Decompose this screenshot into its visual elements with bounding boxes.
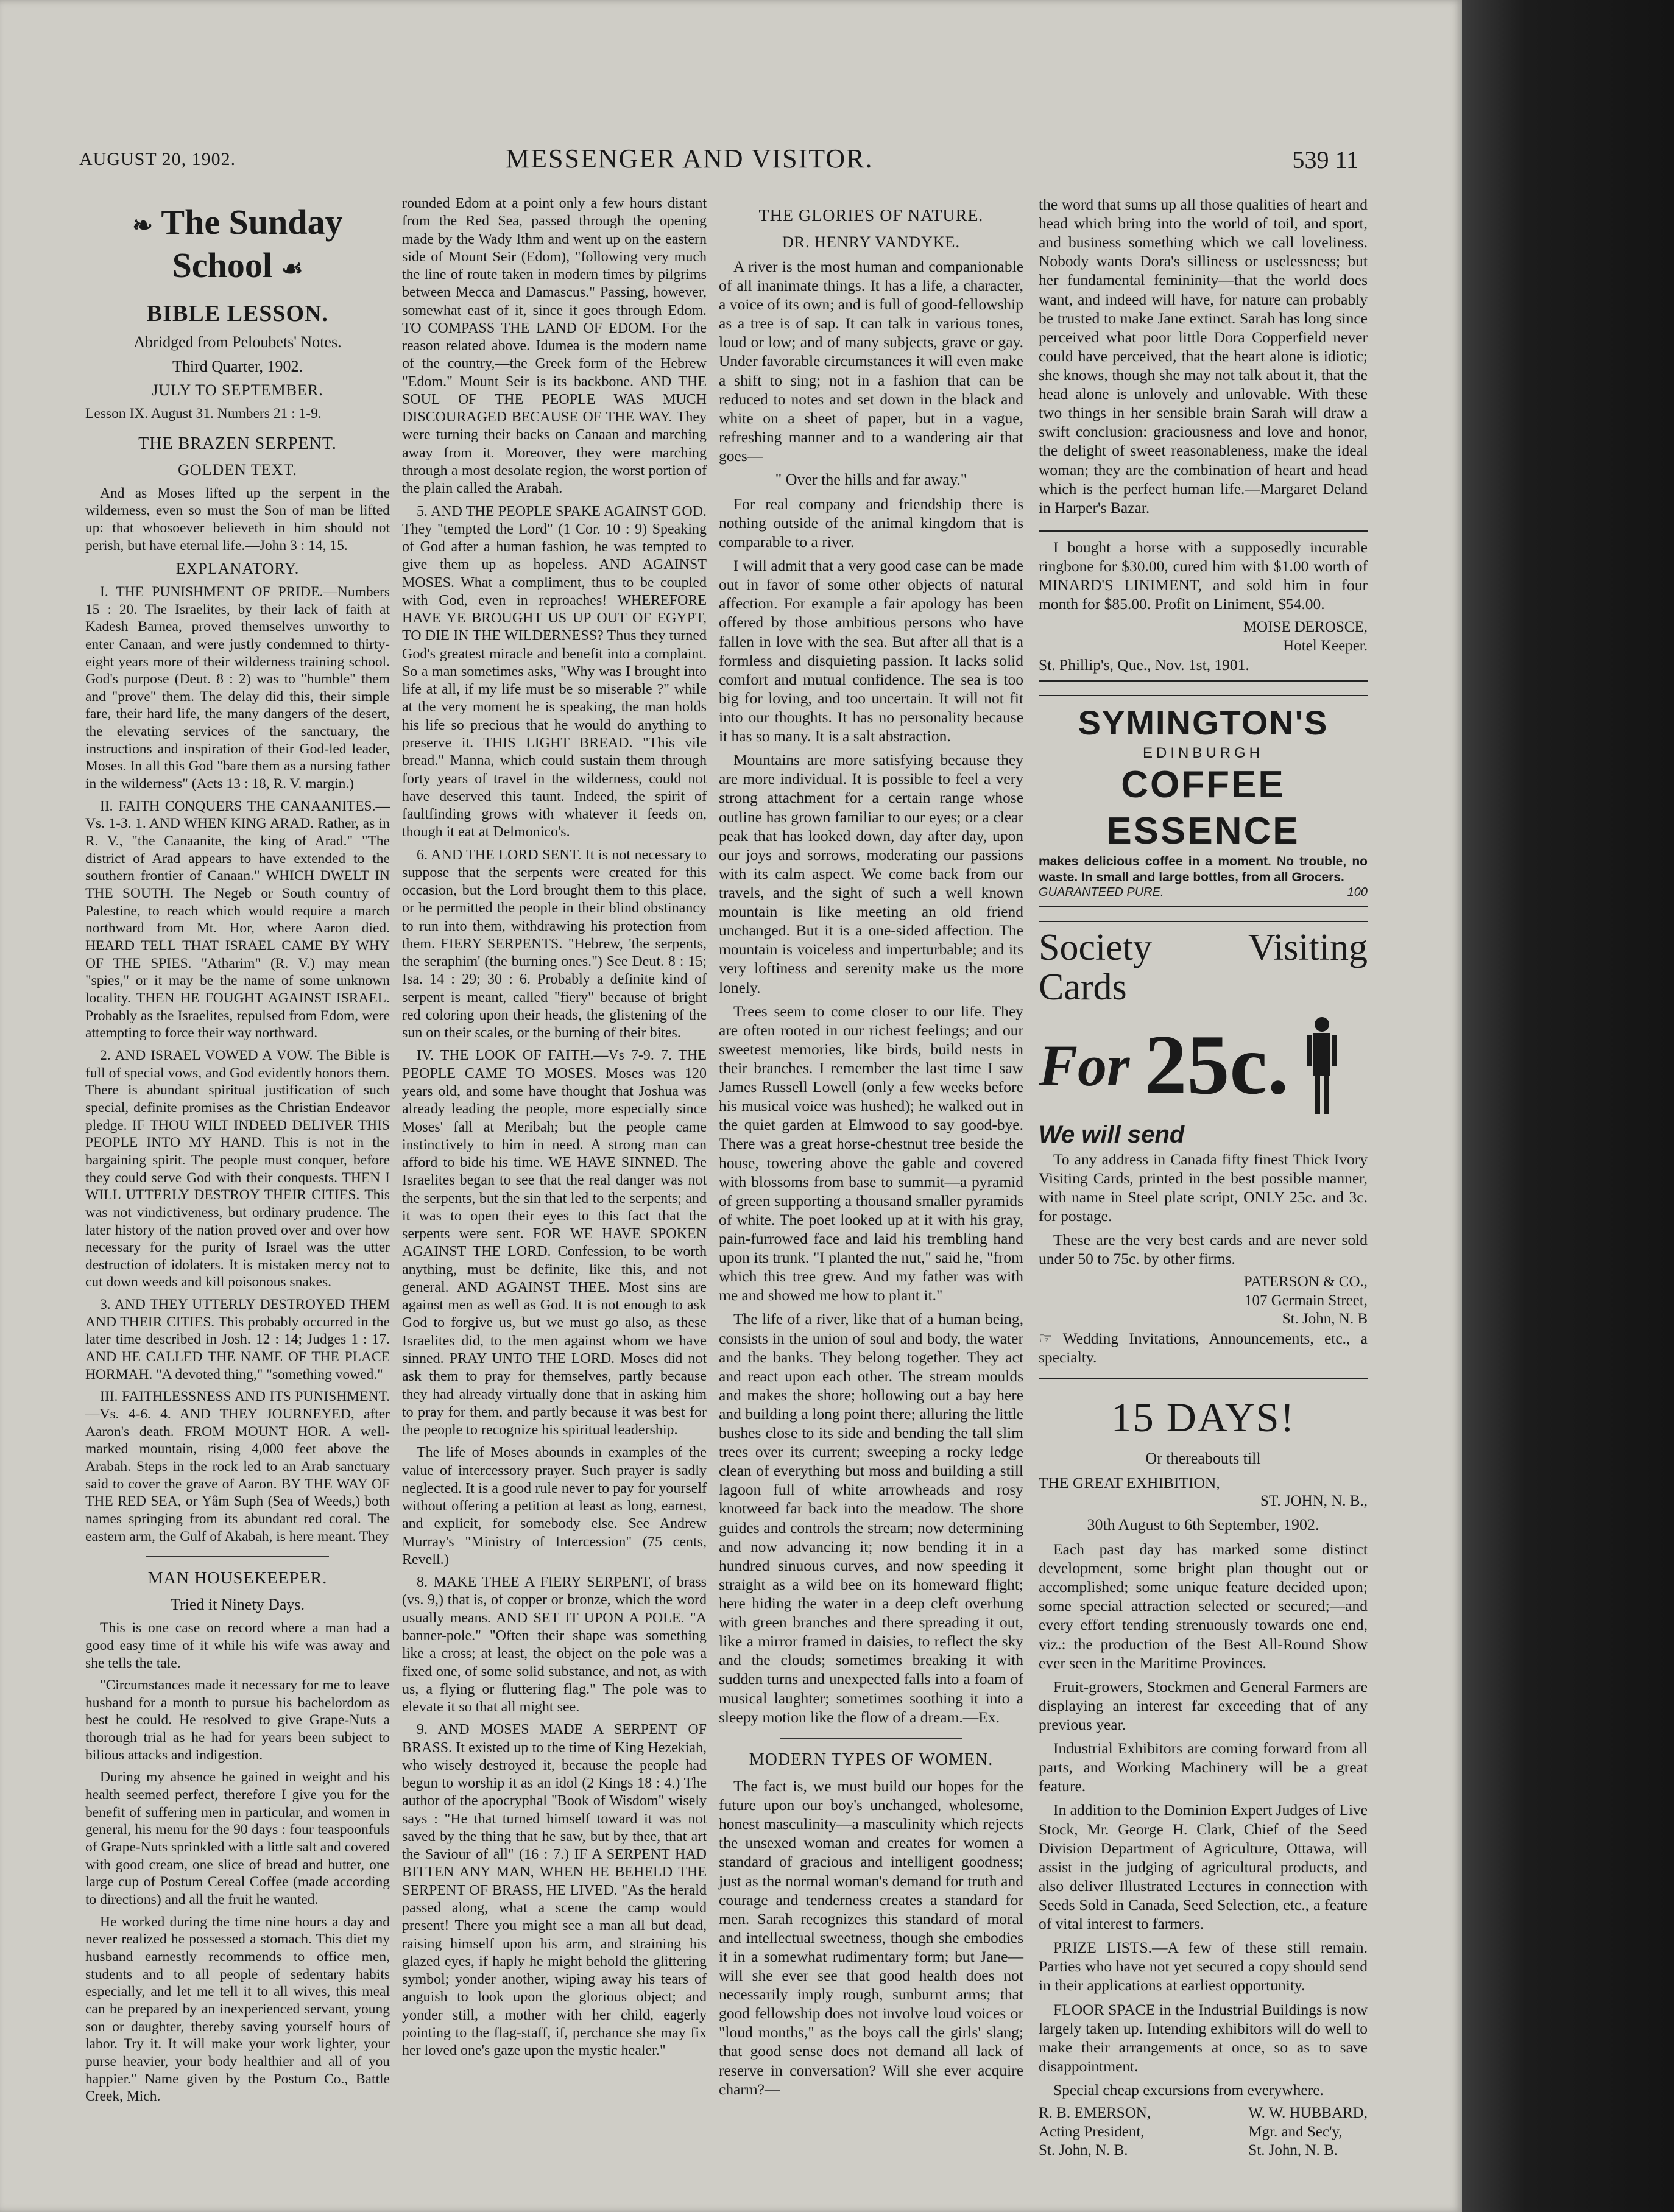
paragraph: 5. AND THE PEOPLE SPAKE AGAINST GOD. They "tempted the Lord" (1 Cor. 10 : 9) Speaking of God after a human fashion, he was tempted to give them up as hopeless. AND AGAINST MOSES. What a compliment, thus to be coupled with God, even in reproaches! WHEREFORE HAVE YE BROUGHT US UP OUT OF EGYPT, TO DIE IN THE WILDERNESS? Thus they turned God's greatest miracle and benefit into a complaint. So a man sometimes asks, "Why was I brought into life at all, if my life must be so miserable ?" while at the very moment he is speaking, the man holds his life so precious that he would do anything to preserve it. THIS LIGHT BREAD. "This vile bread." Manna, which could sustain them through forty years of travel in the wilderness, could not have deserved this taunt. Indeed, the spirit of faultfinding grows with whatever it feeds on, though it eat at Delmonico's.	[402, 503, 707, 840]
section-title-text: The Sunday School	[161, 202, 343, 285]
column-3	[719, 195, 1023, 2104]
wedding-text: Wedding Invitations, Announcements, etc., a specialty.	[1039, 1329, 1368, 1366]
ad-heading: Society Visiting Cards	[1039, 926, 1368, 1008]
explanatory-label: EXPLANATORY.	[175, 560, 300, 578]
column-4	[1039, 195, 1368, 2160]
leaf-ornament-icon: ☙	[281, 255, 303, 283]
signature-left	[1039, 2104, 1151, 2160]
paragraph: IV. THE LOOK OF FAITH.—Vs 7-9. 7. THE PEOPLE CAME TO MOSES. Moses was 120 years old, and some have thought that Joshua was already leading the people, more especially since Moses' fall at Meribah; but the people came instinctively to him in need. A strong man can afford to bide his time. WE HAVE SINNED. The Israelites began to see that the real danger was not the serpents, but the sin that led to the serpents; and it was to open their eyes to this fact that the serpents were sent. FOR WE HAVE SPOKEN AGAINST THE LORD. Confession, to be worth anything, must be definite, like this, and not general. AND AGAINST THEE. Most sins are against men as well as God. It is not enough to ask God to forgive us, but we must go also, as these Israelites did, to the men against whom we have sinned. PRAY UNTO THE LORD. Moses did not ask them to pray for themselves, partly because they had already virtually done that in asking him to pray for them, and partly because it was best for the people to recognize his spiritual leadership.	[402, 1048, 707, 1439]
abridged-note: Abridged from Peloubets' Notes.	[133, 333, 342, 351]
ad-number: 100	[1347, 886, 1368, 900]
exhibition-dates: 30th August to 6th September, 1902.	[1087, 1516, 1319, 1534]
paragraph: Each past day has marked some distinct development, some bright plan thought out or accomplished; some unique feature decided upon; some special attraction selected or secured;—and every effort tending strenuously towards one end, viz.: the production of the Best All-Round Show ever seen in the Maritime Provinces.	[1039, 1540, 1368, 1672]
firm-name: PATERSON & CO.,	[1243, 1273, 1368, 1291]
exhibition-or: Or thereabouts till	[1145, 1449, 1261, 1467]
lesson-line: Lesson IX. August 31. Numbers 21 : 1-9.	[85, 406, 322, 422]
paragraph: This is one case on record where a man had a good easy time of it while his wife was away and she tells the tale.	[85, 1620, 390, 1671]
paragraph: II. FAITH CONQUERS THE CANAANITES.—Vs. 1-3. 1. AND WHEN KING ARAD. Rather, as in R. V., "the Canaanite, the king of Arad." "The district of Arad appears to have extended to the southern frontier of Canaan." WHICH DWELT IN THE SOUTH. The Negeb or South country of Palestine, to reach which would require a march northward from Mt. Hor, where Aaron died. HEARD TELL THAT ISRAEL CAME BY WHY OF THE SPIES. "Atharim" (R. V.) may mean "spies," or it may be the name of some unknown locality. THEN HE FOUGHT AGAINST ISRAEL. Probably as the Israelites, repulsed from Edom, were attempting to force their way northward.	[85, 798, 390, 1041]
signature-name: W. W. HUBBARD,	[1248, 2105, 1368, 2122]
article-title: THE GLORIES OF NATURE.	[758, 206, 984, 225]
exhibition-city: ST. JOHN, N. B.,	[1260, 1492, 1368, 1509]
paragraph: He worked during the time nine hours a day and never realized he possessed a stomach. This diet my husband earnestly recommends to office men, students and to all people of sedentary habits especially, and let me tell it to all wives, this meal can be prepared by an inexperienced servant, young son or daughter, thereby saving yourself hours of labor. Try it. It will make your work lighter, your purse heavier, your body healthier and all of you happier." Name given by the Postum Co., Battle Creek, Mich.	[85, 1914, 390, 2105]
firm-address: 107 Germain Street,	[1244, 1292, 1368, 1309]
paragraph: 2. AND ISRAEL VOWED A VOW. The Bible is full of special vows, and God evidently honors them. There is abundant spiritual justification of such special, definite promises as the Christian Endeavor pledge. IF THOU WILT INDEED DELIVER THIS PEOPLE INTO MY HAND. This is not in the bargaining spirit. The people must conquer, before they could serve God with their conquests. THEN I WILL UTTERLY DESTROY THEIR CITIES. This was not vindictiveness, but ordinary prudence. The later history of the nation proved over and over how necessary for the purity of Israel was the utter destruction of idolaters. It is mistaken mercy not to cut down weeds and kill poisonous snakes.	[85, 1047, 390, 1291]
paragraph: Fruit-growers, Stockmen and General Farmers are displaying an interest far exceeding that of any previous year.	[1039, 1677, 1368, 1733]
ad-description: makes delicious coffee in a moment. No trouble, no waste. In small and large bottles, from all Grocers.	[1039, 854, 1368, 884]
paragraph: rounded Edom at a point only a few hours distant from the Red Sea, passed through the opening made by the Wady Ithm and went up on the eastern side of Mount Seir (Edom), "following very much the line of route taken in modern times by pilgrims between Mecca and Damascus." Passing, however, somewhat east of it, since it goes through Edom. TO COMPASS THE LAND OF EDOM. For the reason related above. Idumea is the modern name of the country,—the Greek form of the Hebrew "Edom." Mount Seir is its backbone. AND THE SOUL OF THE PEOPLE WAS MUCH DISCOURAGED BECAUSE OF THE WAY. They were turning their backs on Canaan and marching away from it. Moreover, they were marching through a most desolate region, the worst portion of the plain called the Arabah.	[402, 195, 707, 497]
price-line	[1039, 1013, 1368, 1118]
article-title: MODERN TYPES OF WOMEN.	[749, 1750, 994, 1769]
exhibition-name: THE GREAT EXHIBITION,	[1039, 1473, 1220, 1492]
page-number: 539 11	[1292, 146, 1358, 174]
testimonial-place: St. Phillip's, Que., Nov. 1st, 1901.	[1039, 656, 1249, 674]
paragraph: "Circumstances made it necessary for me to leave husband for a month to pursue his bachelordom as best he could. He resolved to give Grape-Nuts a thorough trial as he had for years been subject to bilious attacks and indigestion.	[85, 1677, 390, 1763]
signature-place: St. John, N. B.	[1248, 2142, 1338, 2159]
paragraph: During my absence he gained in weight and his health seemed perfect, therefore I give you for the benefit of suffering men in particular, and women in general, his menu for the 90 days : four teaspoonfuls of Grape-Nuts sprinkled with a little salt and covered with good cream, one slice of bread and butter, one large cup of Postum Cereal Coffee (made according to directions) and all the fruit he wanted.	[85, 1769, 390, 1908]
paragraph: 8. MAKE THEE A FIERY SERPENT, of brass (vs. 9,) that is, of copper or bronze, which the word usually means. AND SET IT UPON A POLE. "A banner-pole." "Often their shape was something like a cross; at least, the object on the pole was a fixed one, of some solid substance, and not, as with us, a flying or fluttering flag." The pole was to elevate it so that all might see.	[402, 1574, 707, 1716]
section-title	[85, 201, 390, 287]
paragraph: III. FAITHLESSNESS AND ITS PUNISHMENT.—Vs. 4-6. 4. AND THEY JOURNEYED, after Aaron's death. FROM MOUNT HOR. A well-marked mountain, rising 4,000 feet above the Arabah. Steps in the rock led to an Arab sanctuary said to cover the grave of Aaron. BY THE WAY OF THE RED SEA, or Yâm Suph (Sea of Weeds,) both names springing from its abundant red coral. The eastern arm, the Gulf of Akabah, is here meant. They	[85, 1389, 390, 1545]
paragraph: FLOOR SPACE in the Industrial Buildings is now largely taken up. Intending exhibitors will do well to make their arrangements at once, so as to save disappointment.	[1039, 2000, 1368, 2075]
signatures	[1039, 2104, 1368, 2160]
article-title: MAN HOUSEKEEPER.	[147, 1569, 328, 1588]
column-1	[85, 195, 390, 2110]
lesson-title: THE BRAZEN SERPENT.	[138, 434, 337, 453]
ad-product: COFFEE ESSENCE	[1106, 763, 1300, 852]
ad-footer	[1039, 885, 1368, 900]
paragraph: In addition to the Dominion Expert Judges of Live Stock, Mr. George H. Clark, Chief of the Seed Division Department of Agriculture, Ottawa, will assist in the judging of agricultural products, and also deliver Illustrated Lectures in connection with Seeds Sold in Canada, Seed Selection, etc., a feature of vital interest to farmers.	[1039, 1801, 1368, 1933]
liniment-testimonial	[1039, 530, 1368, 682]
signature-role: Acting President,	[1039, 2123, 1145, 2140]
wedding-note	[1039, 1329, 1368, 1367]
for-label: For	[1039, 1032, 1130, 1098]
column-2	[402, 195, 707, 2065]
paragraph: Industrial Exhibitors are coming forward from all parts, and Working Machinery will be a great feature.	[1039, 1739, 1368, 1795]
testimonial-text: I bought a horse with a supposedly incurable ringbone for $30.00, cured him with $1.00 worth of MINARD'S LINIMENT, and sold him in four month for $85.00. Profit on Liniment, $54.00.	[1039, 538, 1368, 613]
paragraph: The life of a river, like that of a human being, consists in the union of soul and body, the water and the banks. They belong together. They act and react upon each other. The stream moulds and makes the shore; hollowing out a bay here and building a long point there; alluring the little bushes close to its side and bending the tall slim trees over its current; sweeping a rocky ledge clean of everything but moss and building a still lagoon full of white arrowheads and rosy knotweed far back into the meadow. The shore guides and controls the stream; now determining and now advancing it; now bending it in a hundred sinuous curves, and now speeding it straight as a wild bee on its homeward flight; here hiding the water in a deep cleft overhung with green branches and there spreading it out, like a mirror framed in daisies, to reflect the sky and the clouds; sometimes breaking it with sudden turns and unexpected falls into a foam of musical laughter; sometimes soothing it into a sleepy motion like the flow of a dream.—Ex.	[719, 1310, 1023, 1726]
days-heading: 15 DAYS!	[1111, 1394, 1296, 1440]
paragraph: The fact is, we must build our hopes for the future upon our boy's unchanged, wholesome, honest masculinity—a masculinity which rejects the unsexed woman and creates for women a standard of gracious and intelligent goodness; just as the normal woman's demand for truth and courage and tenderness creates a standard for men. Sarah recognizes this standard of moral and intellectual sweetness, though she embodies it in a somewhat rudimentary form; but Jane—will she ever see that good health does not necessarily imply rough, sunburnt arms; that good fellowship does not involve loud voices or "loud months," as the boys call the girls' slang; that good sense does not demand all lack of reserve in conversation? Will she ever acquire charm?—	[719, 1777, 1023, 2098]
paragraph: I. THE PUNISHMENT OF PRIDE.—Numbers 15 : 20. The Israelites, by their lack of faith at Kadesh Barnea, proved themselves unworthy to enter Canaan, and were justly condemned to thirty-eight years more of their wilderness training school. God's purpose (Deut. 8 : 2) was to "humble" them and "prove" them. The delay did this, their simple fare, their hard life, the many dangers of the desert, the elevating services of the sanctuary, the instructions and inspiration of their God-led leader, Moses. In all this God "bare them as a nursing father in the wilderness" (Acts 13 : 18, R. V. margin.)	[85, 583, 390, 792]
paragraph: Special cheap excursions from everywhere.	[1053, 2080, 1324, 2099]
visiting-cards-advertisement	[1039, 921, 1368, 1379]
leaf-ornament-icon: ❧	[132, 211, 153, 239]
divider	[780, 1738, 962, 1739]
signature-name: R. B. EMERSON,	[1039, 2105, 1151, 2122]
signature-role: Mgr. and Sec'y,	[1248, 2123, 1343, 2140]
ad-brand: SYMINGTON'S	[1078, 703, 1329, 742]
paragraph: 3. AND THEY UTTERLY DESTROYED THEM AND THEIR CITIES. This probably occurred in the later time described in Josh. 12 : 14; Judges 1 : 17. AND HE CALLED THE NAME OF THE PLACE HORMAH. "A devoted thing," "something vowed."	[85, 1297, 390, 1382]
paragraph: A river is the most human and companionable of all inanimate things. It has a life, a character, a voice of its own; and is full of good-fellowship as a tree is of sap. It can talk in various tones, loud or low; and of many subjects, grave or gay. Under favorable circumstances it will even make a shift to sing; not in a fashion that can be reduced to notes and set down in the black and white on a sheet of paper, but in a vague, refreshing manner and to a wandering air that goes—	[719, 257, 1023, 465]
ad-guarantee: GUARANTEED PURE.	[1039, 886, 1164, 900]
golden-text: And as Moses lifted up the serpent in the wilderness, even so must the Son of man be lifted up: that whosoever believeth in him should not perish, but have eternal life.—John 3 : 14, 15.	[85, 485, 390, 554]
ad-body: These are the very best cards and are never sold under 50 to 75c. by other firms.	[1039, 1231, 1368, 1268]
divider	[146, 1556, 329, 1557]
exhibition-notice	[1039, 1392, 1368, 2160]
bible-lesson-heading: BIBLE LESSON.	[146, 300, 329, 326]
issue-date: AUGUST 20, 1902.	[79, 149, 236, 169]
signature-right	[1248, 2104, 1368, 2160]
golden-text-label: GOLDEN TEXT.	[178, 460, 297, 479]
months-line: JULY TO SEPTEMBER.	[152, 381, 323, 400]
masthead-title: MESSENGER AND VISITOR.	[506, 144, 874, 174]
paragraph: Mountains are more satisfying because they are more individual. It is possible to feel a very strong attachment for a certain range whose outline has grown familiar to our eyes; or a clear peak that has looked down, day after day, upon our joys and sorrows, moderating our passions with its calm aspect. We come back from our travels, and the sight of such a well known mountain is like meeting an old friend unchanged. But it is a one-sided affection. The mountain is voiceless and imperturbable; and its very loftiness and serenity make us the more lonely.	[719, 751, 1023, 996]
paragraph: The life of Moses abounds in examples of the value of intercessory prayer. Such prayer is sadly neglected. It is a good rule never to pay for yourself without offering a petition at least as long, earnest, and explicit, for somebody else. See Andrew Murray's "Ministry of Intercession" (75 cents, Revell.)	[402, 1445, 707, 1568]
we-will-send: We will send	[1039, 1121, 1185, 1148]
page-header	[79, 143, 1358, 180]
article-author: DR. HENRY VANDYKE.	[782, 233, 960, 252]
coffee-advertisement	[1039, 695, 1368, 907]
paragraph: I will admit that a very good case can be made out in favor of some other objects of natural affection. For example a fair apology has been offered by those ambitious persons who have fallen in love with the sea. But after all that is a formless and disquieting passion. It lacks solid comfort and mutual confidence. The sea is too big for loving, and too uncertain. It will not fit into our thoughts. It has no personality because it has so many. It is a salt abstraction.	[719, 557, 1023, 745]
signature-place: St. John, N. B.	[1039, 2142, 1128, 2159]
testimonial-name: MOISE DEROSCE,	[1243, 619, 1368, 636]
paragraph: the word that sums up all those qualities of heart and head which bring into the world of toil, and sport, and business something which we call loveliness. Nobody wants Dora's silliness or uselessness; but her fundamental femininity—that the world does want, and indeed will have, for nature can probably be trusted to make Jane extinct. Sarah has long since perceived what poor little Dora Copperfield never could have perceived, that the heart alone is idiotic; she knows, though she may not talk about it, that the head alone is unlovely and unlovable. With these two things in her sensible brain Sarah will draw a swift conclusion: graciousness and love and honor, the delight of sweet reasonableness, make the ideal woman; they are the combination of heart and head which is the perfect human life.—Margaret Deland in Harper's Bazar.	[1039, 195, 1368, 516]
paragraph: For real company and friendship there is nothing outside of the animal kingdom that is comparable to a river.	[719, 495, 1023, 551]
gentleman-figure-icon	[1304, 1013, 1340, 1117]
pointing-hand-icon: ☞	[1039, 1329, 1053, 1347]
quote: " Over the hills and far away."	[775, 471, 967, 489]
ad-body: To any address in Canada fifty finest Thick Ivory Visiting Cards, printed in the best possible manner, with name in Steel plate script, ONLY 25c. and 3c. for postage.	[1039, 1150, 1368, 1225]
book-binding-edge	[1462, 0, 1674, 2212]
article-subtitle: Tried it Ninety Days.	[170, 1596, 305, 1614]
firm-city: St. John, N. B	[1282, 1311, 1368, 1328]
paragraph: Trees seem to come closer to our life. They are often rooted in our richest feelings; and our sweetest memories, like birds, build nests in their branches. I remember the last time I saw James Russell Lowell (only a few weeks before his musical voice was hushed); he walked out in the quiet garden at Elmwood to say good-bye. There was a great horse-chestnut tree beside the house, towering above the gable and covered with blossoms from base to summit—a pyramid of green supporting a thousand smaller pyramids of white. The poet looked up at it with his gray, pain-furrowed face and laid his trembling hand upon its trunk. "I planted the nut," said he, "from which this tree grew. And my father was with me and showed me how to plant it."	[719, 1002, 1023, 1305]
paragraph: PRIZE LISTS.—A few of these still remain. Parties who have not yet secured a copy should send in their applications at earliest opportunity.	[1039, 1939, 1368, 1995]
paragraph: 9. AND MOSES MADE A SERPENT OF BRASS. It existed up to the time of King Hezekiah, who wisely destroyed it, because the people had begun to worship it as an idol (2 Kings 18 : 4.) The author of the apocryphal "Book of Wisdom" wisely says : "He that turned himself toward it was not saved by the thing that he saw, but by thee, that art the Saviour of all" (16 : 7.) IF A SERPENT HAD BITTEN ANY MAN, WHEN HE BEHELD THE SERPENT OF BRASS, HE LIVED. "As the herald passed along, what a scene the camp would present! There you might see a man all but dead, raising himself upon his arm, and straining his glazed eyes, if haply he might behold the glittering symbol; yonder another, wiping away his tears of anguish to look upon the glorious object; and yonder still, a mother with her child, eagerly pointing to the flag-staff, if, perchance she may fix her loved one's gaze upon the mystic healer."	[402, 1722, 707, 2059]
price: 25c.	[1144, 1018, 1289, 1113]
quarter-line: Third Quarter, 1902.	[172, 357, 303, 375]
testimonial-role: Hotel Keeper.	[1283, 637, 1368, 654]
ad-city: EDINBURGH	[1142, 744, 1263, 761]
paragraph: 6. AND THE LORD SENT. It is not necessary to suppose that the serpents were created for this occasion, but the Lord brought them to this place, or he permitted the people in their blind obstinancy to run into them, withdrawing his protection from them. FIERY SERPENTS. "Hebrew, 'the serpents, the seraphim' (the burning ones.") See Deut. 8 : 15; Isa. 14 : 29; 30 : 6. Probably a definite kind of serpent is meant, called "fiery" because of bright red coloring upon their heads, the glistening of the sun on their scales, or the burning of their bites.	[402, 847, 707, 1041]
